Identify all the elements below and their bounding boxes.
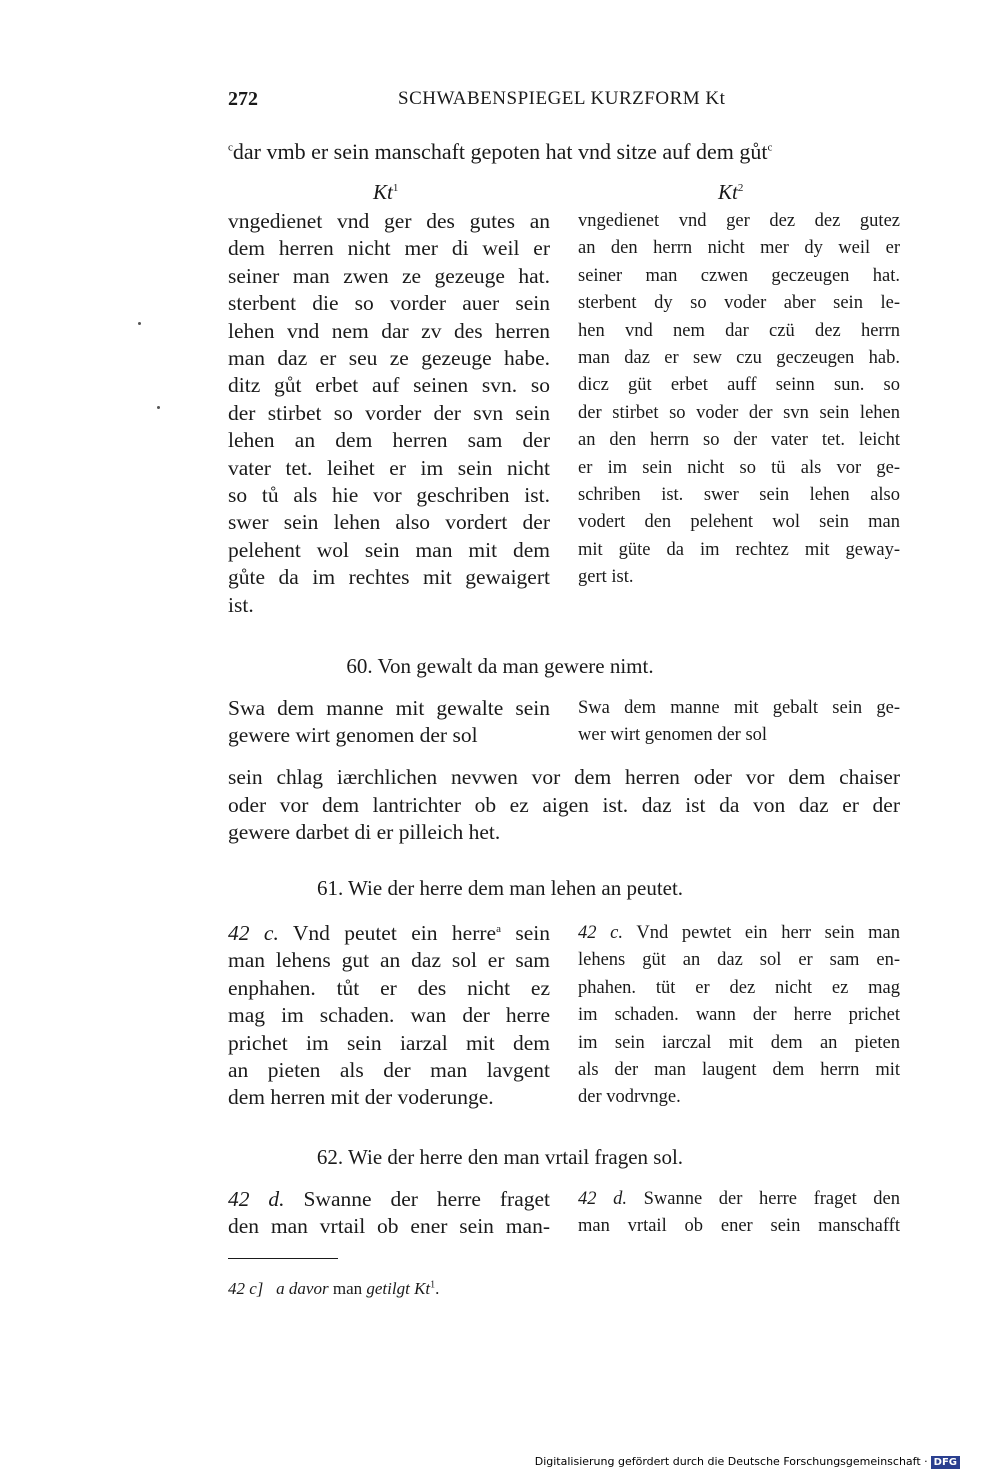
- text-line: wer wirt genomen der sol: [578, 725, 768, 746]
- text-line: der stirbet so voder der svn sein lehen: [578, 402, 900, 423]
- section60-right-column: [578, 695, 900, 750]
- text-line: den man vrtail ob ener sein man-: [228, 1214, 550, 1239]
- text-line: vater tet. leihet er im sein nicht: [228, 455, 550, 480]
- text-line: 42 c. Vnd peutet ein herre$^a$ sein: [228, 921, 550, 945]
- digitization-notice: Digitalisierung gefördert durch die Deutsche Forschungsgemeinschaft · DFG: [535, 1455, 960, 1469]
- running-title: SCHWABENSPIEGEL KURZFORM Kt: [398, 88, 726, 109]
- text-line: 42 d. Swanne der herre fraget: [228, 1187, 551, 1211]
- column-head-kt2: Kt$^2$: [718, 180, 744, 204]
- footnote: 42 c] a davor man getilgt Kt$^1$.: [228, 1279, 440, 1298]
- text-line: Swa dem manne mit gewalte sein: [228, 696, 550, 720]
- text-line: im sein iarczal mit dem an pieten: [578, 1032, 900, 1053]
- text-line: vngedienet vnd ger des gutes an: [228, 209, 550, 233]
- text-line: lehen vnd nem dar zv des herren: [228, 318, 550, 343]
- text-line: so tů als hie vor geschriben ist.: [228, 483, 550, 508]
- text-line: man lehens gut an daz sol er sam: [228, 948, 550, 973]
- text-line: seiner man zwen ze gezeuge hat.: [228, 263, 550, 288]
- chapter-number: 42 d.: [578, 1189, 627, 1209]
- page-header: [228, 88, 900, 118]
- text-line: 42 c. Vnd pewtet ein herr sein man: [578, 923, 901, 943]
- chapter-number: 42 c.: [578, 923, 624, 943]
- continuation-text: dar vmb er sein manschaft gepoten hat vnd sitze auf dem gůt: [232, 139, 768, 164]
- text-line: lehens güt an daz sol er sam en-: [578, 950, 900, 971]
- text-line: swer sein lehen also vordert der: [228, 510, 550, 535]
- section60-left-column: [228, 695, 550, 750]
- text-line: man vrtail ob ener sein manschafft: [578, 1216, 900, 1237]
- section-heading-62: 62. Wie der herre den man vrtail fragen sol.: [316, 1145, 684, 1169]
- text-line: phahen. tüt er dez nicht ez mag: [578, 977, 900, 998]
- column-head-kt1: Kt$^1$: [373, 180, 399, 204]
- text-line: an den herrn nicht mer dy weil er: [578, 238, 900, 259]
- text-line: der stirbet so vorder der svn sein: [228, 400, 550, 425]
- text-line: ditz gůt erbet auf seinen svn. so: [228, 373, 550, 398]
- section62-left-column: [228, 1186, 550, 1241]
- text-line: hen vnd nem dar czü dez herrn: [578, 320, 900, 341]
- text-line: sein chlag iærchlichen nevwen vor dem herren oder vor dem chaiser: [228, 765, 900, 789]
- text-line: ist.: [228, 592, 254, 617]
- footnote-rule: [228, 1258, 338, 1259]
- footnote-mark: a: [276, 1279, 285, 1298]
- text-line: gewere wirt genomen der sol: [228, 723, 478, 748]
- footnote-mark: a: [496, 922, 501, 935]
- text-line: sterbent dy so voder aber sein le-: [578, 293, 900, 314]
- section-heading-60: 60. Von gewalt da man gewere nimt.: [346, 654, 654, 678]
- section61-left-column: [228, 920, 550, 1112]
- text-line: gert ist.: [578, 567, 634, 588]
- page-number: 272: [228, 88, 258, 110]
- text-line: Swa dem manne mit gebalt sein ge-: [578, 698, 900, 718]
- text-line: 42 d. Swanne der herre fraget den: [578, 1189, 901, 1209]
- section-heading-61: 61. Wie der herre dem man lehen an peutet.: [316, 876, 684, 900]
- text-line: gůte da im rechtes mit gewaigert: [228, 565, 550, 590]
- text-line: lehen an dem herren sam der: [228, 428, 550, 453]
- dfg-logo: DFG: [931, 1456, 960, 1469]
- text-line: an pieten als der man lavgent: [228, 1058, 550, 1083]
- text-line: dem herren mit der voderunge.: [228, 1085, 494, 1110]
- footnote-ref: 42 c]: [228, 1279, 264, 1298]
- text-line: an den herrn so der vater tet. leicht: [578, 430, 900, 451]
- text-line: sterbent die so vorder auer sein: [228, 291, 550, 316]
- block1-left-column: [228, 208, 550, 619]
- text-line: mag im schaden. wan der herre: [228, 1003, 550, 1028]
- text-line: als der man laugent dem herrn mit: [578, 1060, 900, 1081]
- text-line: im schaden. wann der herre prichet: [578, 1005, 900, 1026]
- text-line: pelehent wol sein man mit dem: [228, 537, 550, 562]
- chapter-number: 42 c.: [228, 921, 279, 945]
- text-line: vodert den pelehent wol sein man: [578, 512, 900, 533]
- section62-right-column: [578, 1186, 900, 1241]
- text-line: mit güte da im rechtez mit geway-: [578, 539, 900, 560]
- text-line: dem herren nicht mer di weil er: [228, 236, 550, 261]
- text-line: prichet im sein iarzal mit dem: [228, 1030, 550, 1055]
- block1-right-column: [578, 208, 900, 592]
- text-line: der vodrvnge.: [578, 1087, 681, 1108]
- text-line: schriben ist. swer sein lehen also: [578, 485, 900, 506]
- section61-right-column: [578, 920, 900, 1112]
- scan-speck: [157, 406, 160, 409]
- mark-open: c: [228, 141, 233, 154]
- text-line: man daz er sew czu geczeugen hab.: [578, 348, 900, 369]
- scan-speck: [138, 322, 141, 325]
- text-line: vngedienet vnd ger dez dez gutez: [578, 211, 900, 231]
- continuation-line: [228, 139, 772, 165]
- text-line: dicz güt erbet auff seinn sun. so: [578, 375, 900, 396]
- text-line: gewere darbet di er pilleich het.: [228, 820, 501, 844]
- section60-common-text: [228, 764, 900, 847]
- text-line: oder vor dem lantrichter ob ez aigen ist. daz ist da von daz er der: [228, 792, 900, 817]
- text-line: man daz er seu ze gezeuge habe.: [228, 346, 550, 371]
- mark-close: c: [767, 141, 773, 154]
- text-line: enphahen. tůt er des nicht ez: [228, 975, 550, 1000]
- chapter-number: 42 d.: [228, 1187, 285, 1211]
- text-line: seiner man czwen geczeugen hat.: [578, 265, 900, 286]
- text-line: er im sein nicht so tü als vor ge-: [578, 457, 900, 478]
